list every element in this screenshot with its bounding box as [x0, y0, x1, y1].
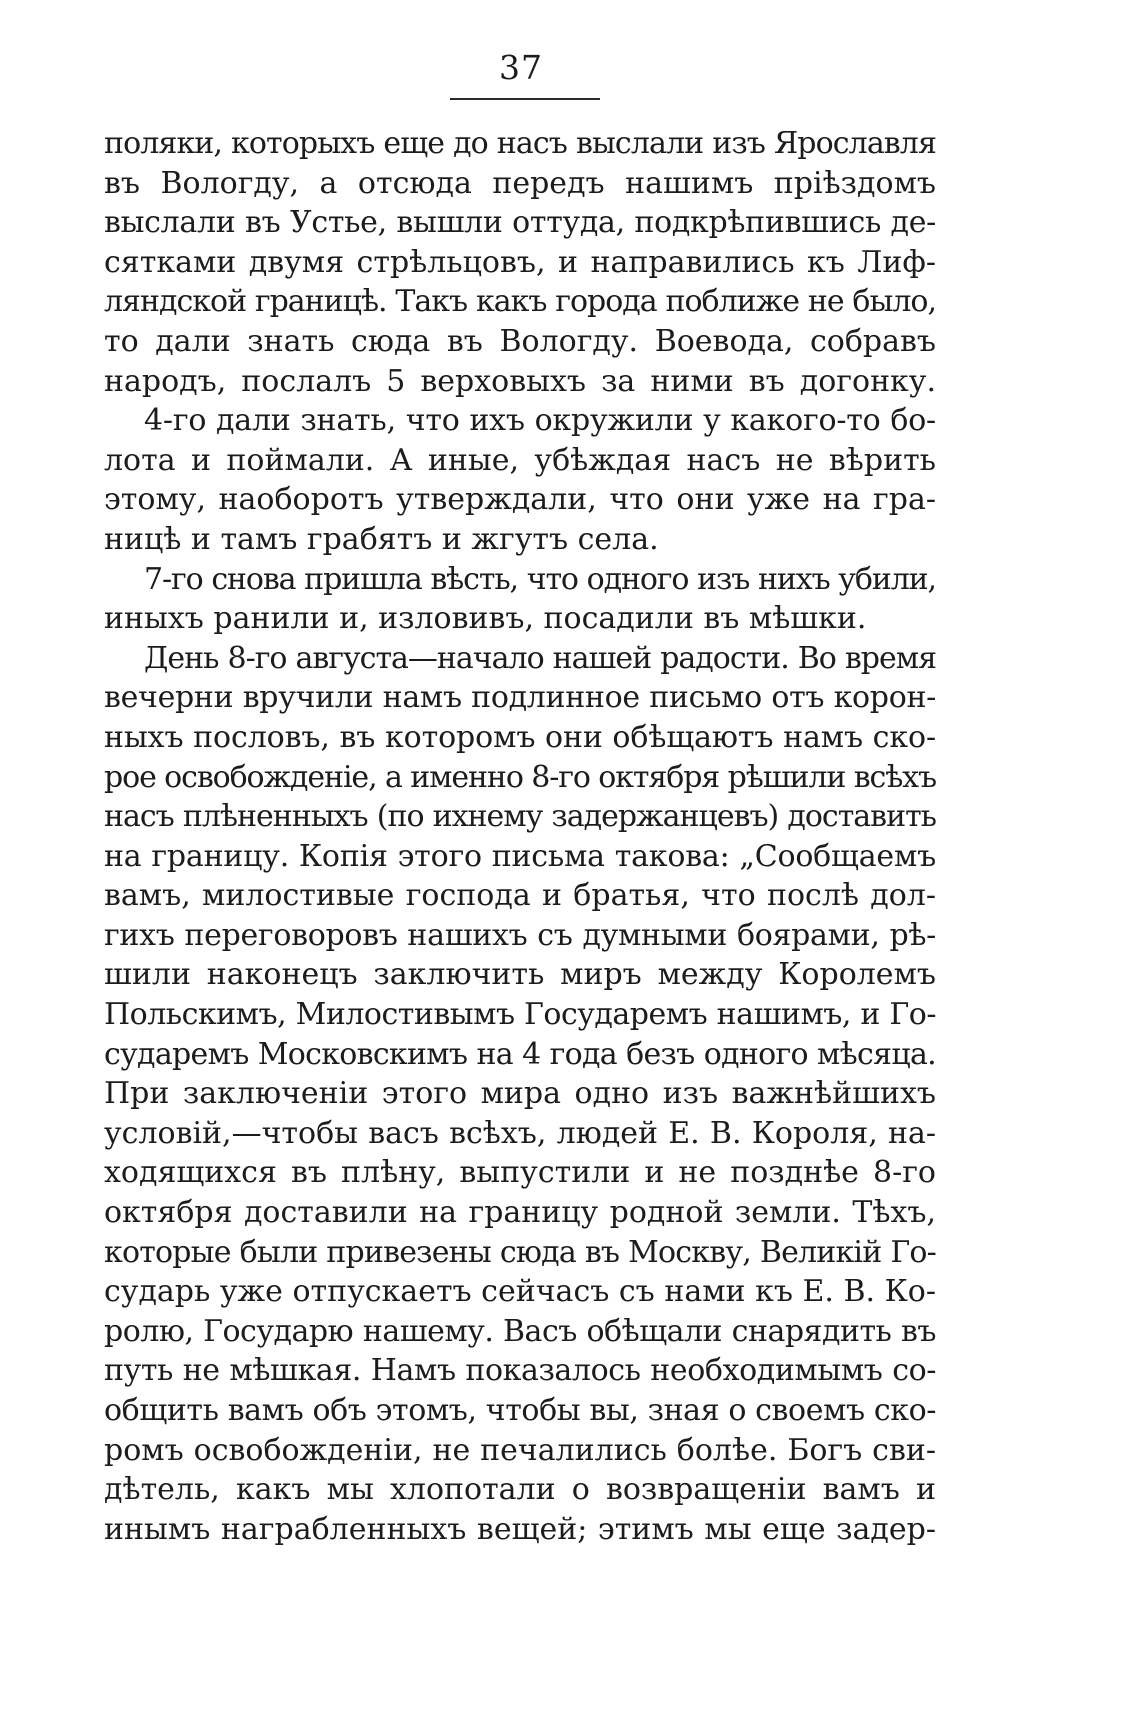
text-line: общить вамъ объ этомъ, чтобы вы, зная о своемъ ско-: [104, 1393, 936, 1428]
text-line: ромъ освобожденіи, не печалились болѣе. Богъ сви-: [104, 1432, 936, 1468]
text-line: День 8-го августа—начало нашей радости. Во время: [144, 640, 936, 676]
text-line: ницѣ и тамъ грабятъ и жгутъ села.: [104, 521, 659, 557]
text-line: ляндской границѣ. Такъ какъ города поближе не было,: [104, 284, 936, 320]
text-line: сятками двумя стрѣльцовъ, и направились къ Лиф-: [104, 244, 936, 280]
text-line: ролю, Государю нашему. Васъ обѣщали снарядить въ: [104, 1313, 936, 1349]
text-line: иныхъ ранили и, изловивъ, посадили въ мѣшки.: [104, 601, 867, 637]
text-line: лота и поймали. А иные, убѣждая насъ не вѣрить: [104, 442, 936, 478]
text-line: инымъ награбленныхъ вещей; этимъ мы еще задер-: [104, 1511, 936, 1547]
text-line: поляки, которыхъ еще до насъ выслали изъ Ярославля: [104, 126, 936, 161]
text-line: При заключеніи этого мира одно изъ важнѣйшихъ: [104, 1076, 936, 1112]
text-line: сударемъ Московскимъ на 4 года безъ одного мѣсяца.: [104, 1036, 936, 1072]
text-line: вамъ, милостивые господа и братья, что послѣ дол-: [104, 878, 936, 914]
text-line: путь не мѣшкая. Намъ показалось необходимымъ со-: [104, 1353, 936, 1389]
text-line: 4-го дали знать, что ихъ окружили у какого-то бо-: [144, 403, 936, 439]
text-line: дѣтель, какъ мы хлопотали о возвращеніи вамъ и: [104, 1472, 936, 1508]
text-line: ходящихся въ плѣну, выпустили и не позднѣе 8-го: [104, 1155, 936, 1191]
text-line: рое освобожденіе, а именно 8-го октября рѣшили всѣхъ: [104, 759, 936, 795]
text-line: гихъ переговоровъ нашихъ съ думными боярами, рѣ-: [104, 917, 936, 953]
page-number: 37: [499, 48, 543, 87]
body-text: [104, 124, 936, 1549]
text-line: шили наконецъ заключить миръ между Королемъ: [104, 957, 936, 993]
text-line: народъ, послалъ 5 верховыхъ за ними въ догонку.: [104, 363, 936, 399]
header-rule: [450, 98, 600, 100]
text-line: въ Вологду, а отсюда передъ нашимъ пріѣздомъ: [104, 165, 936, 201]
text-line: Польскимъ, Милостивымъ Государемъ нашимъ, и Го-: [104, 997, 936, 1033]
text-line: выслали въ Устье, вышли оттуда, подкрѣпившись де-: [104, 205, 936, 241]
text-line: ныхъ пословъ, въ которомъ они обѣщаютъ намъ ско-: [104, 719, 936, 755]
text-line: то дали знать сюда въ Вологду. Воевода, собравъ: [104, 323, 936, 359]
text-line: насъ плѣненныхъ (по ихнему задержанцевъ) доставить: [104, 799, 936, 835]
text-line: вечерни вручили намъ подлинное письмо отъ корон-: [104, 680, 936, 716]
text-line: 7-го снова пришла вѣсть, что одного изъ нихъ убили,: [144, 561, 936, 597]
text-line: на границу. Копія этого письма такова: „Сообщаемъ: [104, 838, 936, 874]
text-line: которые были привезены сюда въ Москву, Великій Го-: [104, 1234, 936, 1270]
text-line: условій,—чтобы васъ всѣхъ, людей Е. В. Короля, на-: [104, 1115, 936, 1151]
text-line: сударь уже отпускаетъ сейчасъ съ нами къ Е. В. Ко-: [104, 1274, 936, 1310]
text-line: этому, наоборотъ утверждали, что они уже на гра-: [104, 482, 936, 518]
text-line: октября доставили на границу родной земли. Тѣхъ,: [104, 1195, 936, 1231]
